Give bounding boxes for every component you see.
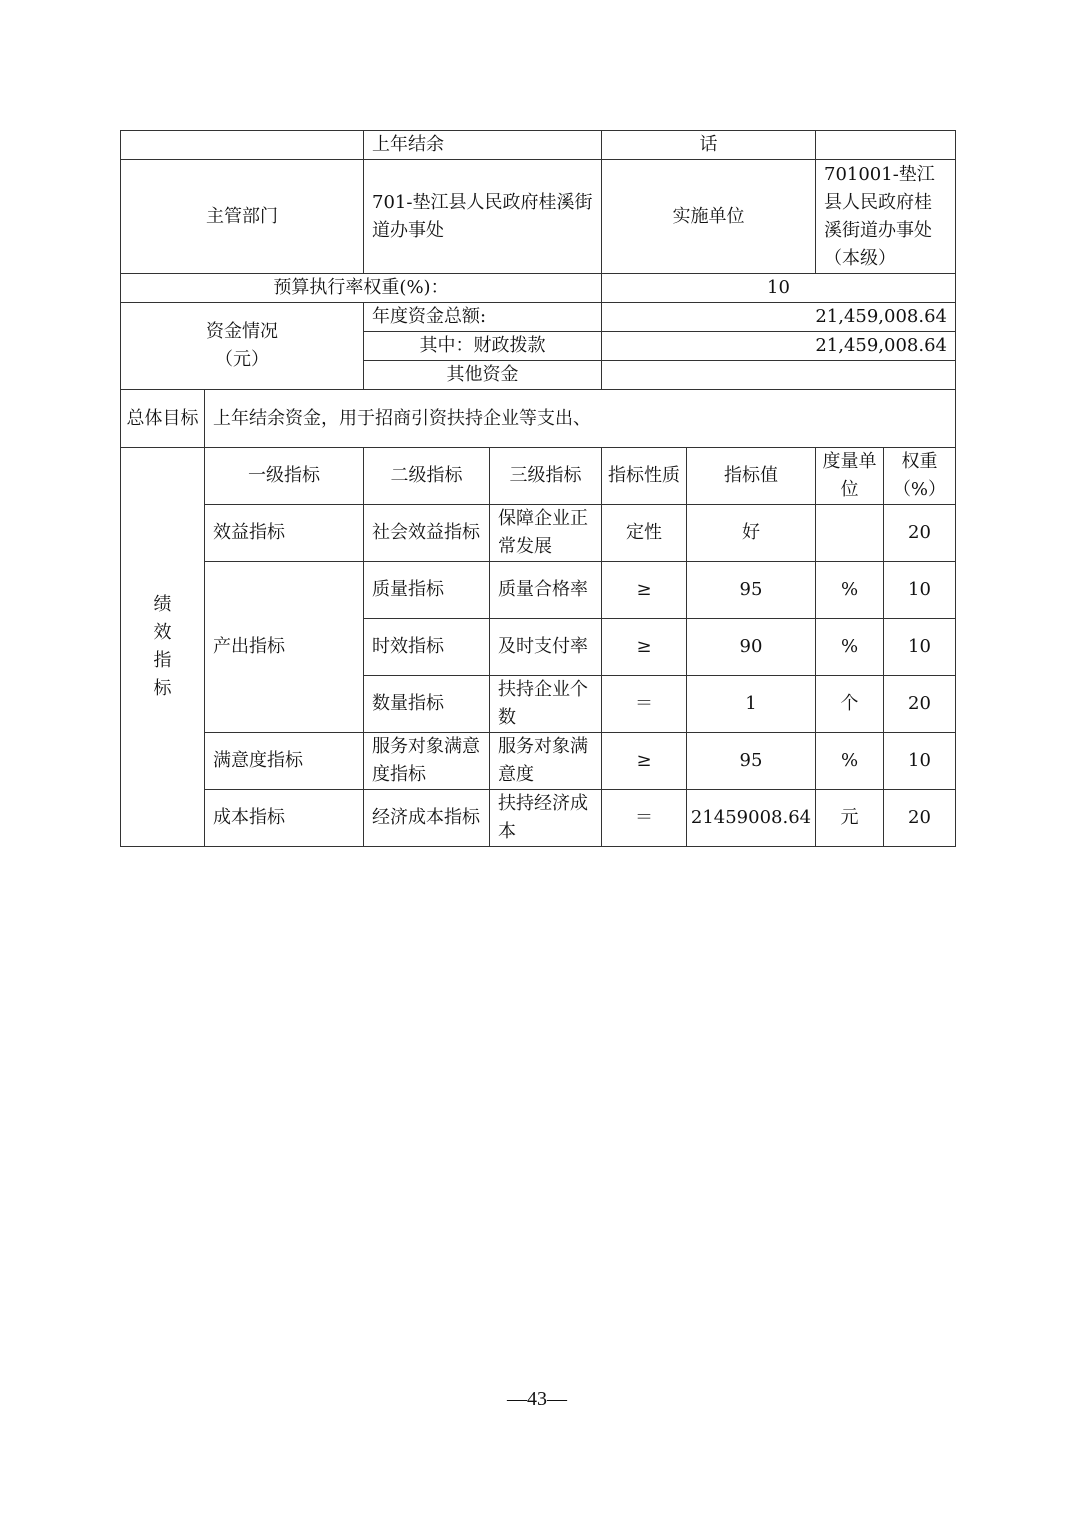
cell-weight: 20 bbox=[884, 676, 956, 733]
performance-indicator-side-label bbox=[121, 448, 205, 847]
cell-level3: 质量合格率 bbox=[490, 562, 602, 619]
table-row-department bbox=[121, 160, 956, 274]
cell-nature: ≥ bbox=[602, 562, 687, 619]
budget-weight-value: 10 bbox=[602, 274, 956, 303]
cell-unit: 个 bbox=[816, 676, 884, 733]
funds-other-value bbox=[602, 361, 956, 390]
dept-value: 701-垫江县人民政府桂溪街道办事处 bbox=[364, 160, 602, 274]
cell-weight: 10 bbox=[884, 733, 956, 790]
cell-unit: % bbox=[816, 733, 884, 790]
cell-level3: 扶持经济成本 bbox=[490, 790, 602, 847]
cell-nature: ≥ bbox=[602, 619, 687, 676]
performance-target-table bbox=[120, 130, 956, 847]
table-row bbox=[121, 562, 956, 619]
table-row-carryover bbox=[121, 131, 956, 160]
header-nature: 指标性质 bbox=[602, 448, 687, 505]
cell-value: 95 bbox=[687, 562, 816, 619]
table-row-goal bbox=[121, 390, 956, 448]
funds-label-line1: 资金情况 bbox=[206, 321, 278, 342]
cell-empty bbox=[121, 131, 364, 160]
table-row bbox=[121, 733, 956, 790]
cell-weight: 10 bbox=[884, 619, 956, 676]
header-value: 指标值 bbox=[687, 448, 816, 505]
cell-unit bbox=[816, 505, 884, 562]
cell-level3: 扶持企业个数 bbox=[490, 676, 602, 733]
side-label-char: 效 bbox=[153, 622, 172, 643]
cell-unit: % bbox=[816, 619, 884, 676]
cell-weight: 20 bbox=[884, 790, 956, 847]
group-cost: 成本指标 bbox=[205, 790, 364, 847]
cell-nature: ＝ bbox=[602, 676, 687, 733]
cell-nature: ＝ bbox=[602, 790, 687, 847]
cell-value: 1 bbox=[687, 676, 816, 733]
side-label-char: 绩 bbox=[153, 594, 172, 615]
side-label-char: 指 bbox=[153, 650, 172, 671]
impl-unit-label: 实施单位 bbox=[602, 160, 816, 274]
cell-nature: 定性 bbox=[602, 505, 687, 562]
cell-weight: 10 bbox=[884, 562, 956, 619]
cell-value: 95 bbox=[687, 733, 816, 790]
cell-level2: 数量指标 bbox=[364, 676, 490, 733]
cell-level2: 时效指标 bbox=[364, 619, 490, 676]
goal-value: 上年结余资金，用于招商引资扶持企业等支出、 bbox=[205, 390, 956, 448]
cell-unit: % bbox=[816, 562, 884, 619]
header-level3: 三级指标 bbox=[490, 448, 602, 505]
table-row-indicator-headers bbox=[121, 448, 956, 505]
header-level1: 一级指标 bbox=[205, 448, 364, 505]
carryover-cell: 上年结余 bbox=[364, 131, 602, 160]
funds-total-value: 21,459,008.64 bbox=[602, 303, 956, 332]
table-row bbox=[121, 790, 956, 847]
cell-weight: 20 bbox=[884, 505, 956, 562]
cell-level3: 保障企业正常发展 bbox=[490, 505, 602, 562]
cell-level3: 及时支付率 bbox=[490, 619, 602, 676]
cell-level2: 经济成本指标 bbox=[364, 790, 490, 847]
cell-unit: 元 bbox=[816, 790, 884, 847]
table-row-budget-weight bbox=[121, 274, 956, 303]
cell-level3: 服务对象满意度 bbox=[490, 733, 602, 790]
header-weight: 权重（%） bbox=[884, 448, 956, 505]
funds-total-label: 年度资金总额: bbox=[364, 303, 602, 332]
side-label-char: 标 bbox=[153, 678, 172, 699]
group-benefit: 效益指标 bbox=[205, 505, 364, 562]
cell-nature: ≥ bbox=[602, 733, 687, 790]
cell-value: 90 bbox=[687, 619, 816, 676]
cell-level2: 社会效益指标 bbox=[364, 505, 490, 562]
funds-other-label: 其他资金 bbox=[364, 361, 602, 390]
cell-empty-right bbox=[816, 131, 956, 160]
table-row-funds-total bbox=[121, 303, 956, 332]
cell-level2: 服务对象满意度指标 bbox=[364, 733, 490, 790]
page-number: —43— bbox=[507, 1388, 567, 1410]
funds-label-line2: （元） bbox=[215, 349, 269, 370]
cell-level2: 质量指标 bbox=[364, 562, 490, 619]
impl-unit-value: 701001-垫江县人民政府桂溪街道办事处（本级） bbox=[816, 160, 956, 274]
funds-fiscal-label: 其中：财政拨款 bbox=[364, 332, 602, 361]
dept-label: 主管部门 bbox=[121, 160, 364, 274]
budget-weight-label: 预算执行率权重(%)： bbox=[121, 274, 602, 303]
funds-label bbox=[121, 303, 364, 390]
table-row bbox=[121, 505, 956, 562]
funds-fiscal-value: 21,459,008.64 bbox=[602, 332, 956, 361]
group-satisfaction: 满意度指标 bbox=[205, 733, 364, 790]
goal-label: 总体目标 bbox=[121, 390, 205, 448]
cell-value: 21459008.64 bbox=[687, 790, 816, 847]
header-level2: 二级指标 bbox=[364, 448, 490, 505]
header-unit: 度量单位 bbox=[816, 448, 884, 505]
phone-cell: 话 bbox=[602, 131, 816, 160]
group-output: 产出指标 bbox=[205, 562, 364, 733]
cell-value: 好 bbox=[687, 505, 816, 562]
